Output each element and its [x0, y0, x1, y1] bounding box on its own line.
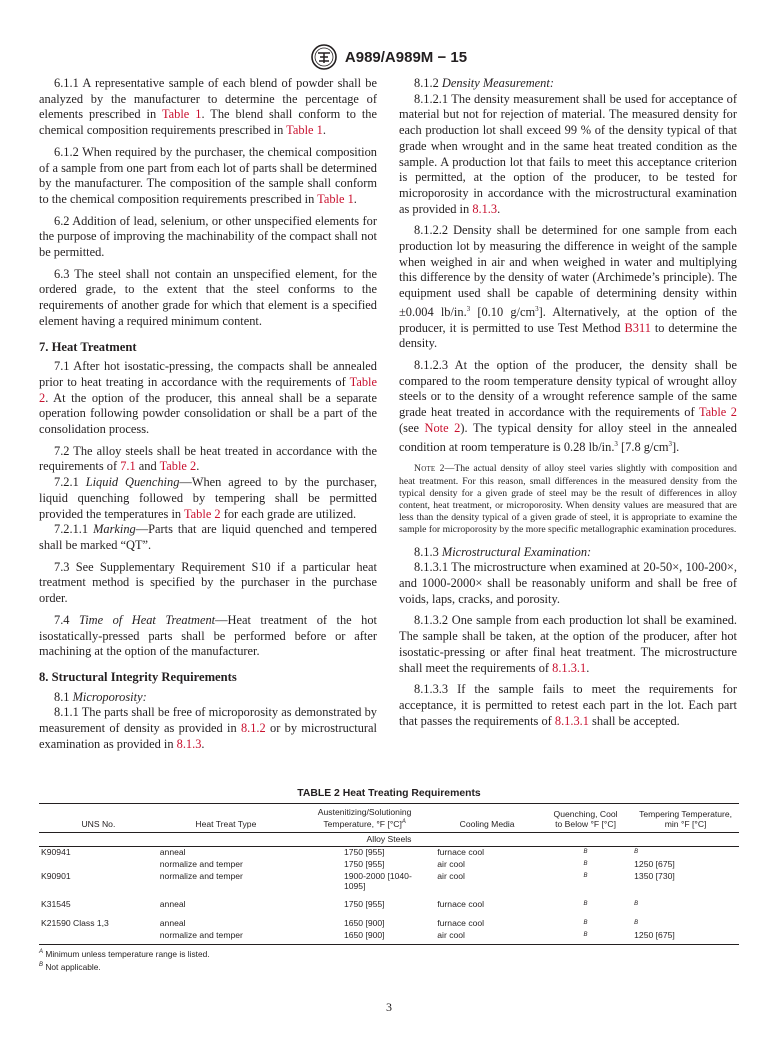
link-note-2[interactable]: Note 2	[424, 420, 461, 435]
link-table-1[interactable]: Table 1	[286, 123, 323, 138]
page-header	[0, 44, 778, 70]
para-7-3: 7.3 See Supplementary Requirement S10 if a particular heat treatment method is specified by the purchaser in the purchase order.	[39, 559, 377, 606]
cell-uns: K21590 Class 1,3	[41, 918, 109, 929]
link-table-2[interactable]: Table 2	[698, 405, 738, 420]
para-6-2: 6.2 Addition of lead, selenium, or other unspecified elements for the purpose of improving the machinability of the compact shall not be permitted.	[39, 213, 377, 260]
link-table-1[interactable]: Table 1	[317, 191, 354, 206]
cell-type: anneal	[159, 846, 186, 857]
cell-cooling: furnace cool	[437, 918, 485, 929]
cell-uns: K90901	[41, 870, 71, 881]
table-row	[39, 918, 739, 930]
table-footnotes	[39, 947, 739, 973]
table-title: TABLE 2 Heat Treating Requirements	[297, 788, 481, 799]
col-header-austenitizing: Austenitizing/Solutioning Temperature, °F [°C]$^A$	[294, 804, 435, 833]
col-header-quenching: Quenching, Cool to Below °F [°C]	[539, 804, 632, 833]
cell-aust: 1900-2000 [1040-1095]	[343, 870, 412, 891]
cell-aust: 1650 [900]	[294, 930, 435, 944]
para-7-4: 7.4 Time of Heat Treatment—Heat treatment of the hot isostatically-pressed parts shall be performed before or after machining at the option of the manufacturer.	[39, 612, 377, 659]
link-section-8-1-3[interactable]: 8.1.3	[176, 736, 202, 751]
cell-temper: B	[634, 900, 639, 907]
link-section-8-1-3-1[interactable]: 8.1.3.1	[554, 713, 589, 728]
para-8-1-3: 8.1.3 Microstructural Examination:	[414, 544, 592, 559]
para-7-2-1: 7.2.1 Liquid Quenching—When agreed to by the purchaser, liquid quenching followed by tempering shall be permitted provided the temperatures in Table 2 for each grade are utilized.	[39, 475, 377, 521]
cell-temper: 1350 [730]	[634, 870, 675, 881]
cell-type: anneal	[159, 898, 186, 909]
left-column	[39, 76, 377, 758]
table-row	[39, 930, 739, 944]
group-label: Alloy Steels	[39, 832, 739, 846]
table-group-row	[39, 832, 739, 846]
link-section-8-1-3-1[interactable]: 8.1.3.1	[552, 660, 587, 675]
cell-quench: B	[583, 932, 588, 939]
cell-cooling: furnace cool	[437, 846, 485, 857]
para-8-1-3-2: 8.1.3.2 One sample from each production lot shall be examined. The sample shall be taken, at the option of the producer, after hot isostatic-pressing or after final heat treatment. The microstructure shall meet the requirements of 8.1.3.1.	[399, 613, 737, 675]
cell-uns	[39, 859, 158, 871]
cell-quench: B	[583, 860, 588, 867]
link-table-1[interactable]: Table 1	[161, 107, 202, 122]
para-8-1-2: 8.1.2 Density Measurement:	[414, 76, 554, 90]
link-section-8-1-3[interactable]: 8.1.3	[472, 201, 498, 216]
table-header-row	[39, 804, 739, 833]
cell-quench: B	[583, 920, 588, 927]
para-8-1: 8.1 Microporosity:	[54, 689, 147, 704]
cell-temper: B	[634, 848, 639, 855]
table-row	[39, 859, 739, 871]
para-8-1-3-3: 8.1.3.3 If the sample fails to meet the requirements for acceptance, it is permitted to retest each part in the lot. Each part that passes the requirements of 8.1.3.1 shall be accepted.	[399, 682, 737, 728]
para-6-1-2: 6.1.2 When required by the purchaser, the chemical composition of a sample from one part from each lot of parts shall be determined by the manufacturer. The composition of the sample shall conform to the chemical composition requirements prescribed in Table 1.	[39, 144, 377, 206]
link-table-2[interactable]: Table 2	[39, 374, 377, 405]
para-6-3: 6.3 The steel shall not contain an unspecified element, for the ordered grade, to the extent that the steel conforms to the requirements of another grade for which that element is a specified element having a required minimum content.	[39, 266, 377, 328]
cell-type: normalize and temper	[159, 870, 243, 881]
cell-quench: B	[583, 900, 588, 907]
cell-type: normalize and temper	[159, 858, 243, 869]
cell-quench: B	[583, 872, 588, 879]
heat-treating-table	[39, 803, 739, 945]
section-heading-8: 8. Structural Integrity Requirements	[39, 669, 237, 684]
right-column	[399, 76, 737, 735]
astm-logo-icon	[311, 44, 337, 70]
table-row	[39, 846, 739, 858]
cell-uns: K90941	[41, 846, 71, 857]
cell-cooling: air cool	[435, 930, 539, 944]
para-8-1-1: 8.1.1 The parts shall be free of microporosity as demonstrated by measurement of density as provided in 8.1.2 or by microstructural examination as provided in 8.1.3.	[39, 705, 378, 751]
standard-designation: A989/A989M − 15	[344, 48, 468, 66]
link-section-7-1[interactable]: 7.1	[120, 459, 136, 474]
cell-cooling: furnace cool	[437, 898, 485, 909]
para-8-1-2-2: 8.1.2.2 Density shall be determined for one sample from each production lot by measuring the difference in weight of the sample when weighed in air and when weighed in water and multiplying this difference by the density of water (Archimede’s principle). The equipment used shall be capable of determining density within ±0.004 lb/in.$^3$ [0.10 $g/cm^3$]. Alternatively, at the option of the producer, it is permitted to use Test Method B311 to determine the density.	[399, 223, 738, 351]
cell-uns	[39, 930, 158, 944]
cell-aust: 1750 [955]	[343, 858, 385, 869]
para-8-1-3-1: 8.1.3.1 The microstructure when examined at 20-50×, 100-200×, and 1000-2000× shall be reasonably uniform and shall be free of voids, laps, cracks, and porosity.	[399, 560, 737, 606]
col-header-heat-treat-type: Heat Treat Type	[158, 804, 294, 833]
footnote-a: $^A$ Minimum unless temperature range is listed.	[39, 948, 210, 959]
para-8-1-2-3: 8.1.2.3 At the option of the producer, the density shall be compared to the room temperature density typical of wrought alloy steels or to the density of a wrought reference sample of the same grade heat treated in accordance with the requirements of Table 2 (see Note 2). The typical density for alloy steel in the annealed condition at room temperature is 0.28 lb/in.$^3$ [7.8 $g/cm^3$].	[399, 358, 738, 454]
cell-aust: 1650 [900]	[343, 918, 385, 929]
para-6-1-1: 6.1.1 A representative sample of each blend of powder shall be analyzed by the manufacturer to determine the percentage of elements prescribed in Table 1. The blend shall conform to the chemical composition requirements prescribed in Table 1.	[39, 76, 377, 138]
para-7-1: 7.1 After hot isostatic-pressing, the compacts shall be annealed prior to heat treating in accordance with the requirements of Table 2. At the option of the producer, this anneal shall be a separate operation following powder consolidation or shall be a part of the consolidation process.	[39, 359, 377, 437]
para-7-2: 7.2 The alloy steels shall be heat treated in accordance with the requirements of 7.1 and Table 2.	[39, 443, 377, 474]
cell-temper: 1250 [675]	[634, 858, 675, 869]
note-2: Note 2—The actual density of alloy steel varies slightly with composition and heat treatment. For this reason, small differences in the measured density from the typical density for a given grade of steel may be the result of differences in alloy content, heat treatment, or microporosity. When density values are measured that are less than the density typical of a given grade of steel, it is appropriate to examine the sample for microporosity by the more specific metallographic examination procedures.	[399, 463, 737, 536]
col-header-cooling-media: Cooling Media	[435, 804, 539, 833]
col-header-tempering: Tempering Temperature, min °F [°C]	[632, 804, 739, 833]
cell-type: normalize and temper	[158, 930, 294, 944]
table-row	[39, 871, 739, 891]
cell-uns: K31545	[41, 898, 71, 909]
cell-type: anneal	[159, 918, 186, 929]
cell-temper: B	[634, 920, 639, 927]
table-2-area	[39, 788, 739, 973]
link-section-8-1-2[interactable]: 8.1.2	[240, 721, 266, 736]
footnote-b: $^B$ Not applicable.	[39, 961, 101, 972]
link-table-2[interactable]: Table 2	[159, 459, 197, 474]
cell-quench: B	[583, 848, 588, 855]
cell-cooling: air cool	[437, 870, 465, 881]
table-row	[39, 899, 739, 911]
cell-temper: 1250 [675]	[632, 930, 739, 944]
cell-cooling: air cool	[437, 858, 465, 869]
link-test-method-b311[interactable]: B311	[624, 320, 651, 335]
para-7-2-1-1: 7.2.1.1 Marking—Parts that are liquid quenched and tempered shall be marked “QT”.	[39, 522, 377, 552]
section-heading-7: 7. Heat Treatment	[39, 339, 137, 354]
para-8-1-2-1: 8.1.2.1 The density measurement shall be used for acceptance of material but not for rejection of material. The measured density for each production lot shall exceed 99 % of the density typical of that grade when wrought and in the same heat treated condition as the sample. A production lot that fails to meet this acceptance criterion is permitted, at the option of the producer, to be tested for microporosity in accordance with the microstructural examination as provided in 8.1.3.	[399, 91, 737, 216]
col-header-uns: UNS No.	[39, 804, 158, 833]
cell-aust: 1750 [955]	[343, 846, 385, 857]
link-table-2[interactable]: Table 2	[183, 506, 221, 521]
page-number: 3	[386, 1000, 392, 1014]
cell-aust: 1750 [955]	[343, 898, 385, 909]
